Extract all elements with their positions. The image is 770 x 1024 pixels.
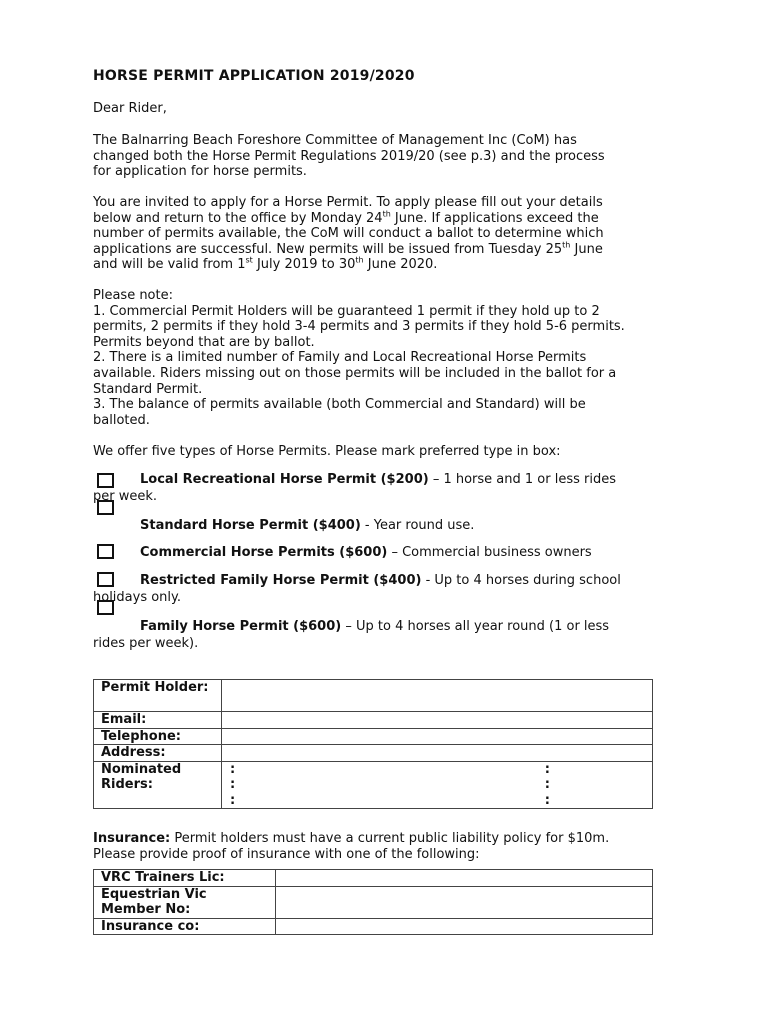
table-row xyxy=(94,918,653,935)
email-label: Email: xyxy=(94,712,222,729)
table-row xyxy=(94,886,653,918)
permit-option: Standard Horse Permit ($400) - Year round use. xyxy=(140,518,475,533)
invite-paragraph: You are invited to apply for a Horse Permit. To apply please fill out your details below and return to the office by Monday 24th June. If applications exceed the number of permits available, the CoM will conduct a ballot to determine which applications are successful. New permits will be issued from Tuesday 25th June and will be valid from 1st July 2019 to 30th June 2020. xyxy=(93,195,604,273)
address-label: Address: xyxy=(94,745,222,762)
insurance-co-input[interactable] xyxy=(276,918,653,935)
vrc-trainers-input[interactable] xyxy=(276,870,653,887)
telephone-input[interactable] xyxy=(222,728,653,745)
permit-option: Commercial Horse Permits ($600) – Commercial business owners xyxy=(140,545,592,560)
nominated-riders-input[interactable]: : : : : : : xyxy=(222,761,653,809)
permit-option: Local Recreational Horse Permit ($200) – 1 horse and 1 or less rides per week. xyxy=(93,472,616,504)
intro-paragraph: The Balnarring Beach Foreshore Committee of Management Inc (CoM) has changed both the Horse Permit Regulations 2019/20 (see p.3) and the process for application for horse permits. xyxy=(93,133,605,180)
permit-holder-label: Permit Holder: xyxy=(94,680,222,712)
email-input[interactable] xyxy=(222,712,653,729)
table-row xyxy=(94,761,653,809)
greeting: Dear Rider, xyxy=(93,101,167,116)
table-row xyxy=(94,728,653,745)
equestrian-vic-label: Equestrian Vic Member No: xyxy=(94,886,276,918)
insurance-table xyxy=(93,869,653,935)
equestrian-vic-input[interactable] xyxy=(276,886,653,918)
note-paragraph: Please note: 1. Commercial Permit Holders will be guaranteed 1 permit if they hold up to 2 permits, 2 permits if they hold 3-4 permits and 3 permits if they hold 5-6 permits. Permits beyond that are by ballot. 2. There is a limited number of Family and Local Recreational Horse Permits available. Riders missing out on those permits will be included in the ballot for a Standard Permit. 3. The balance of permits available (both Commercial and Standard) will be balloted. xyxy=(93,288,625,428)
offer-text: We offer five types of Horse Permits. Please mark preferred type in box: xyxy=(93,444,561,459)
address-input[interactable] xyxy=(222,745,653,762)
table-row xyxy=(94,745,653,762)
permit-holder-input[interactable] xyxy=(222,680,653,712)
telephone-label: Telephone: xyxy=(94,728,222,745)
document-title: HORSE PERMIT APPLICATION 2019/2020 xyxy=(93,68,415,84)
table-row xyxy=(94,680,653,712)
insurance-paragraph: Insurance: Permit holders must have a current public liability policy for $10m. Please provide proof of insurance with one of the following: xyxy=(93,831,610,862)
nominated-riders-label: Nominated Riders: xyxy=(94,761,222,809)
permit-holder-details-table xyxy=(93,679,653,809)
table-row xyxy=(94,870,653,887)
permit-option: Restricted Family Horse Permit ($400) - Up to 4 horses during school holidays only. xyxy=(93,573,621,605)
permit-option: Family Horse Permit ($600) – Up to 4 horses all year round (1 or less rides per week). xyxy=(93,619,610,651)
table-row xyxy=(94,712,653,729)
insurance-co-label: Insurance co: xyxy=(94,918,276,935)
vrc-trainers-label: VRC Trainers Lic: xyxy=(94,870,276,887)
